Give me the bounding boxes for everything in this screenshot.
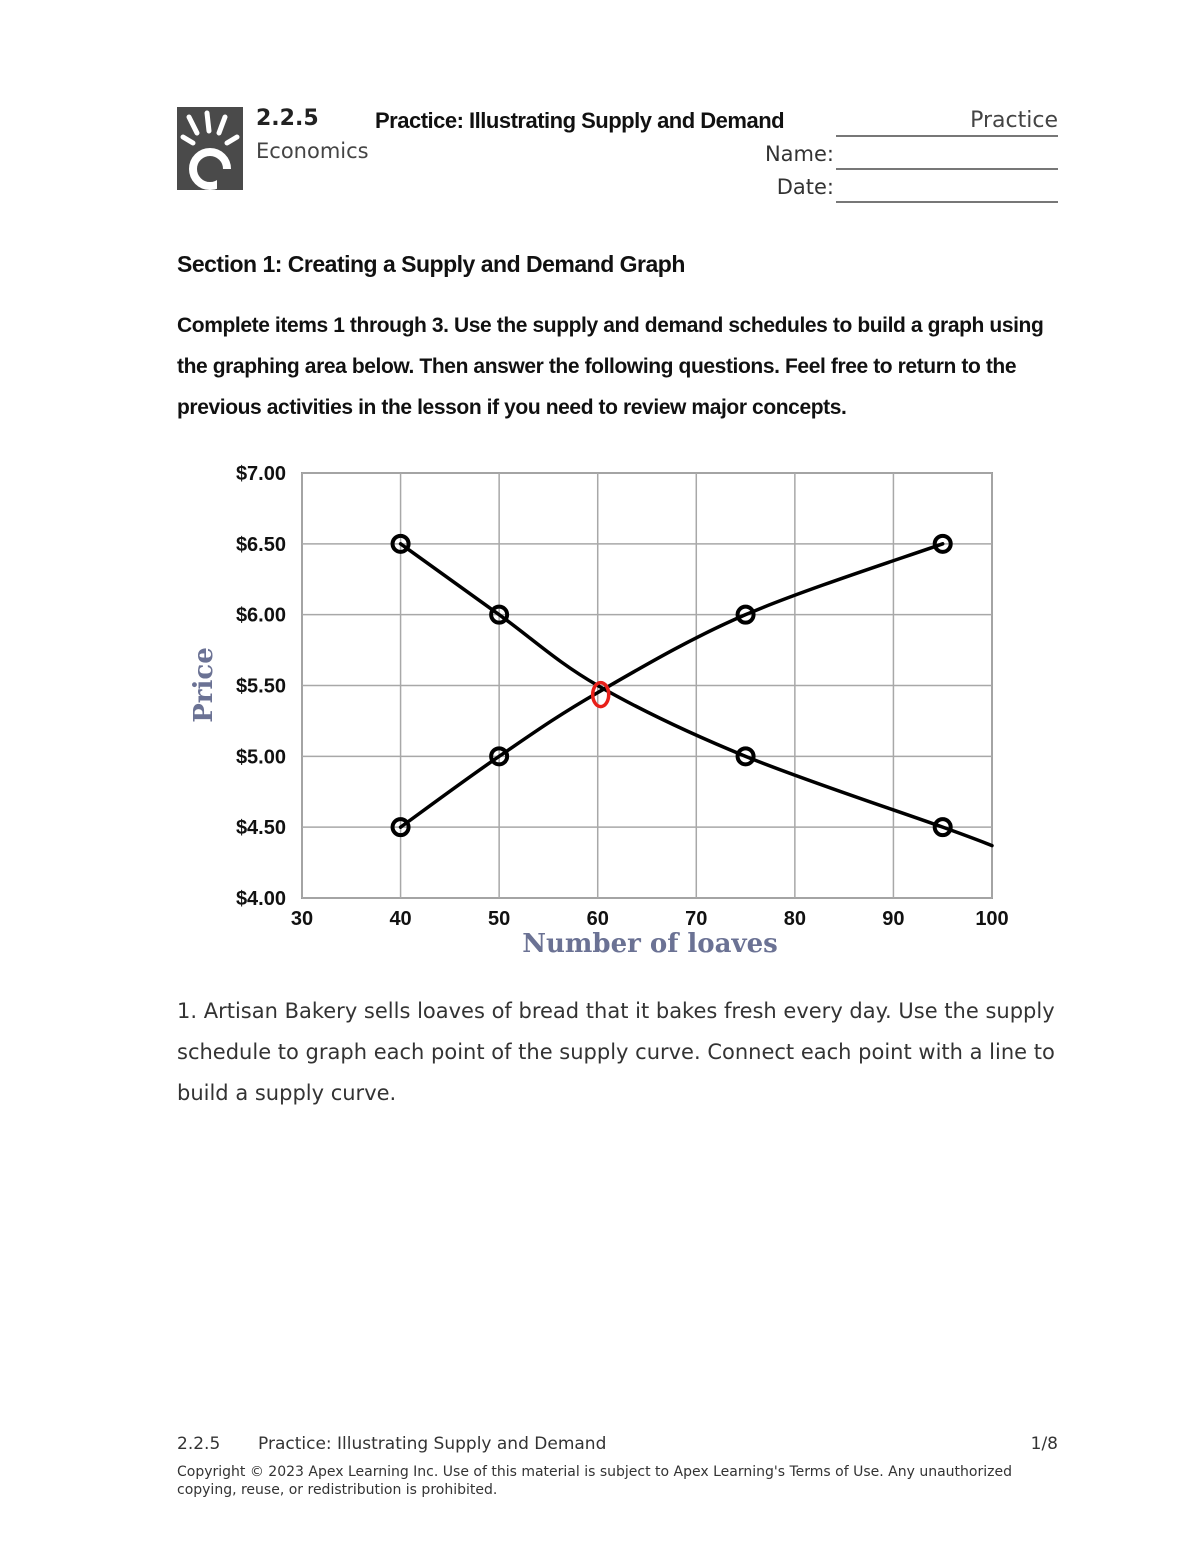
footer-lesson-number: 2.2.5 bbox=[177, 1434, 221, 1454]
header-divider bbox=[836, 135, 1058, 137]
apex-learning-logo-icon bbox=[177, 107, 243, 190]
x-tick-label: 70 bbox=[685, 908, 708, 930]
question-1-text: 1. Artisan Bakery sells loaves of bread that it bakes fresh every day. Use the supply schedule to graph each point of the supply curve. Connect each point with a line to build a supply curve. bbox=[177, 999, 1055, 1105]
activity-type: Practice bbox=[970, 108, 1058, 133]
page-number: 1/8 bbox=[1030, 1434, 1058, 1454]
lesson-title: Practice: Illustrating Supply and Demand bbox=[375, 108, 785, 133]
x-tick-label: 100 bbox=[975, 908, 1009, 930]
y-tick-label: $6.50 bbox=[235, 533, 286, 556]
y-axis-label: Price bbox=[189, 647, 219, 723]
footer-title: Practice: Illustrating Supply and Demand bbox=[258, 1434, 607, 1454]
x-tick-label: 90 bbox=[882, 908, 905, 930]
x-tick-label: 60 bbox=[586, 908, 609, 930]
y-tick-label: $4.00 bbox=[235, 888, 286, 910]
supply-demand-chart bbox=[170, 455, 1030, 975]
y-tick-label: $6.00 bbox=[235, 604, 286, 627]
lesson-number: 2.2.5 bbox=[256, 106, 319, 131]
x-tick-label: 50 bbox=[488, 908, 511, 930]
section-title: Section 1: Creating a Supply and Demand Graph bbox=[177, 251, 685, 277]
date-field[interactable] bbox=[836, 201, 1058, 203]
name-field[interactable] bbox=[836, 168, 1058, 170]
subject-label: Economics bbox=[256, 139, 369, 163]
y-tick-label: $5.50 bbox=[235, 675, 286, 698]
x-tick-label: 30 bbox=[290, 908, 314, 930]
y-tick-label: $4.50 bbox=[235, 817, 286, 840]
x-tick-label: 40 bbox=[389, 908, 412, 930]
y-tick-label: $5.00 bbox=[235, 746, 286, 769]
copyright-notice: Copyright © 2023 Apex Learning Inc. Use of this material is subject to Apex Learning's Terms of Use. Any unauthorized copying, reuse, or redistribution is prohibited. bbox=[177, 1464, 1012, 1498]
instructions-text: Complete items 1 through 3. Use the supply and demand schedules to build a graph using the graphing area below. Then answer the following questions. Feel free to return to the previous activities in the lesson if you need to review major concepts. bbox=[177, 314, 1044, 419]
x-tick-label: 80 bbox=[783, 908, 806, 930]
date-label: Date: bbox=[776, 175, 834, 199]
chart-series bbox=[393, 536, 992, 846]
x-axis-label: Number of loaves bbox=[522, 929, 778, 959]
name-label: Name: bbox=[764, 142, 834, 166]
y-tick-label: $7.00 bbox=[235, 463, 286, 485]
